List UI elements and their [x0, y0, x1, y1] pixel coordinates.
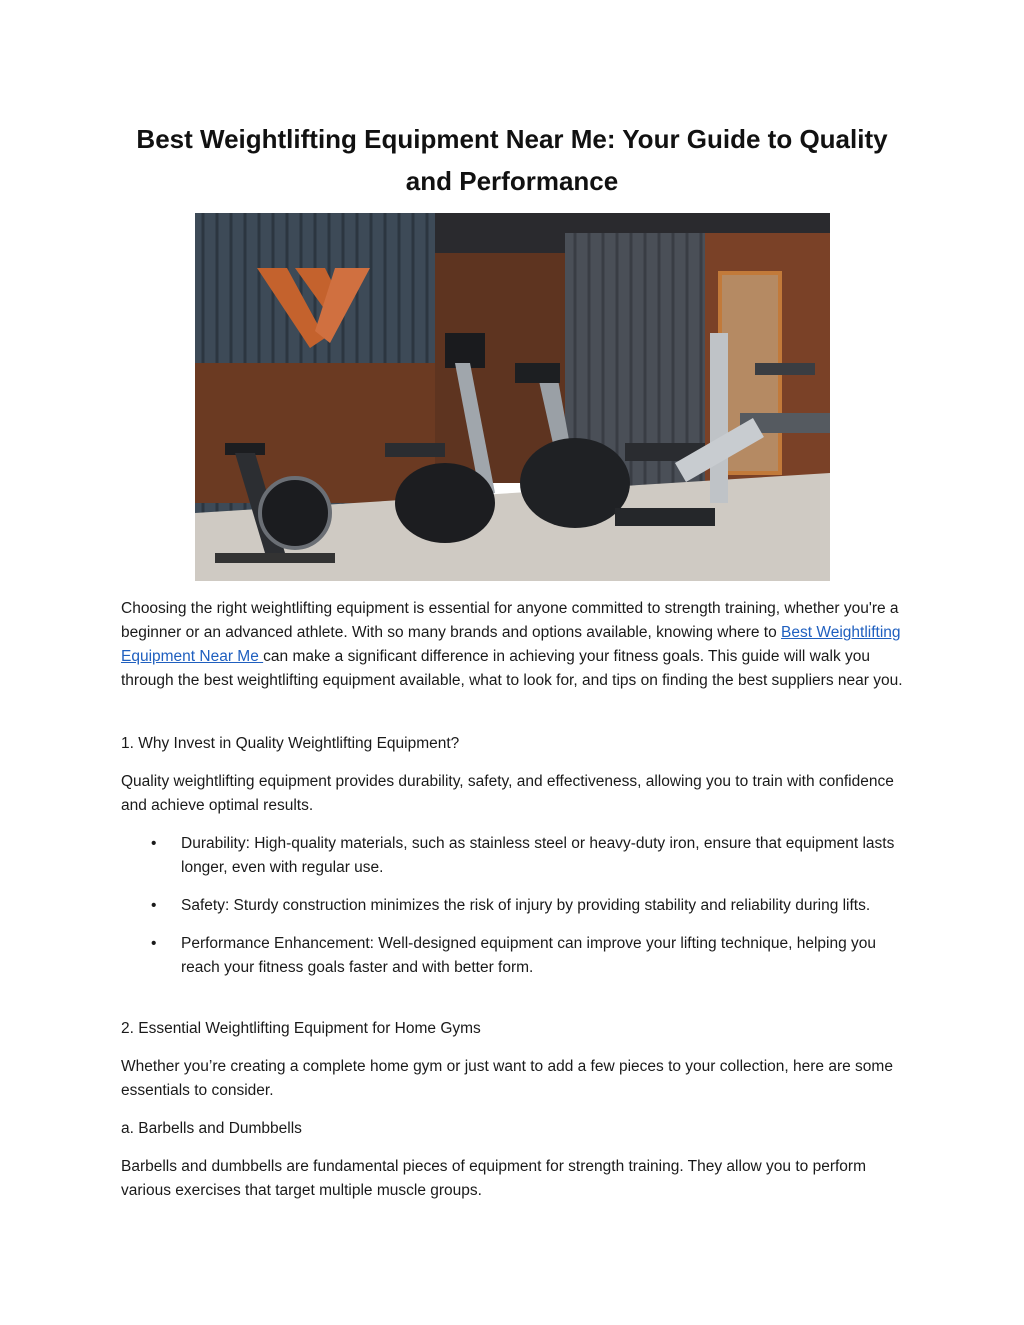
list-item	[121, 894, 906, 918]
bullet-icon: •	[151, 835, 157, 852]
section-2-paragraph: Whether you’re creating a complete home gym or just want to add a few pieces to your collection, here are some essentials to consider.	[121, 1058, 893, 1099]
title-line-2: and Performance	[405, 166, 619, 196]
list-item-text: Performance Enhancement: Well-designed equipment can improve your lifting technique, helping you reach your fitness goals faster and with better form.	[181, 935, 877, 976]
section-2-heading: 2. Essential Weightlifting Equipment for Home Gyms	[121, 1020, 481, 1037]
intro-text-before-link: Choosing the right weightlifting equipment is essential for anyone committed to strength training, whether you're a beginner or an advanced athlete. With so many brands and options available, knowing where to	[121, 600, 899, 641]
title-line-1: Best Weightlifting Equipment Near Me: Your Guide to Quality	[136, 124, 888, 154]
subsection-a-paragraph: Barbells and dumbbells are fundamental pieces of equipment for strength training. They allow you to perform various exercises that target multiple muscle groups.	[121, 1158, 866, 1199]
equipment-near-me-link[interactable]: Best Weightlifting Equipment Near Me	[121, 624, 901, 665]
list-item-text: Durability: High-quality materials, such as stainless steel or heavy-duty iron, ensure that equipment lasts longer, even with regular use.	[181, 835, 895, 876]
bullet-icon: •	[151, 935, 157, 952]
section-1-heading: 1. Why Invest in Quality Weightlifting Equipment?	[121, 735, 460, 752]
list-item	[121, 832, 906, 880]
list-item-text: Safety: Sturdy construction minimizes the risk of injury by providing stability and reliability during lifts.	[181, 897, 871, 914]
intro-paragraph	[121, 597, 906, 693]
bullet-icon: •	[151, 897, 157, 914]
intro-text-after-link: can make a significant difference in achieving your fitness goals. This guide will walk you through the best weightlifting equipment available, what to look for, and tips on finding the best suppliers near you.	[121, 648, 903, 689]
page-title	[100, 118, 924, 202]
benefits-list	[121, 832, 906, 994]
section-1-paragraph: Quality weightlifting equipment provides durability, safety, and effectiveness, allowing you to train with confidence and achieve optimal results.	[121, 773, 894, 814]
hero-image	[195, 213, 830, 581]
list-item	[121, 932, 906, 980]
subsection-a-heading: a. Barbells and Dumbbells	[121, 1120, 302, 1137]
